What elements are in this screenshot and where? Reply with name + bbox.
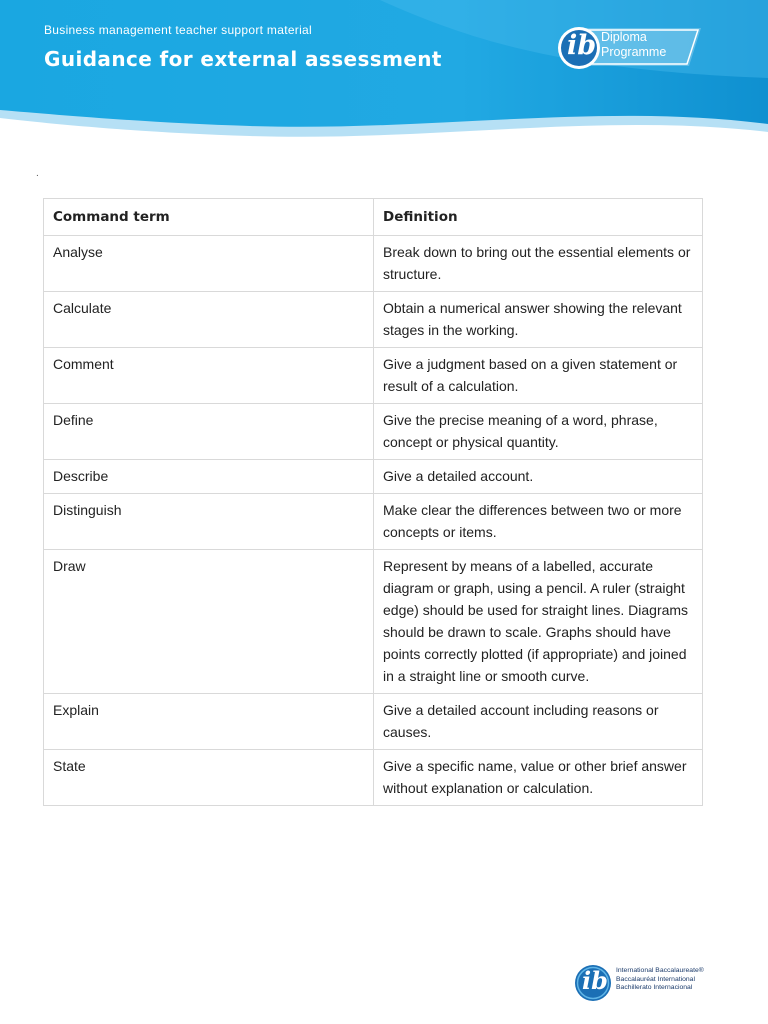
term-cell: Comment: [44, 348, 374, 404]
definition-cell: Make clear the differences between two or more concepts or items.: [374, 494, 703, 550]
logo-line-1: Diploma: [601, 30, 647, 44]
footer-logo-mark: ib: [582, 966, 608, 995]
term-cell: Describe: [44, 460, 374, 494]
table-row: [44, 404, 703, 460]
definition-cell: Give the precise meaning of a word, phrase, concept or physical quantity.: [374, 404, 703, 460]
table-row: [44, 236, 703, 292]
command-terms-table: [43, 198, 703, 806]
term-cell: Distinguish: [44, 494, 374, 550]
page-title: Guidance for external assessment: [44, 47, 442, 71]
table-row: [44, 460, 703, 494]
footer-org-names: [616, 967, 704, 993]
definition-cell: Represent by means of a labelled, accurate diagram or graph, using a pencil. A ruler (straight edge) should be used for straight lines. Diagrams should be drawn to scale. Graphs should have points correctly plotted (if appropriate) and joined in a straight line or smooth curve.: [374, 550, 703, 694]
ib-diploma-logo: [557, 26, 703, 70]
table-row: [44, 292, 703, 348]
ib-logo-mark: ib: [567, 30, 597, 61]
header-subtitle: Business management teacher support material: [44, 23, 313, 37]
term-cell: Define: [44, 404, 374, 460]
ib-footer-logo: [574, 964, 714, 1004]
term-cell: Draw: [44, 550, 374, 694]
footer-line-3: Bachillerato Internacional: [616, 984, 693, 992]
term-cell: Analyse: [44, 236, 374, 292]
page-header: [0, 0, 768, 150]
definition-cell: Give a detailed account including reasons or causes.: [374, 694, 703, 750]
table-row: [44, 550, 703, 694]
definition-cell: Give a specific name, value or other brief answer without explanation or calculation.: [374, 750, 703, 806]
stray-mark: .: [36, 168, 39, 179]
column-header-definition: Definition: [374, 199, 703, 236]
table-row: [44, 348, 703, 404]
column-header-term: Command term: [44, 199, 374, 236]
table-header-row: [44, 199, 703, 236]
definition-cell: Give a judgment based on a given statement or result of a calculation.: [374, 348, 703, 404]
definition-cell: Break down to bring out the essential elements or structure.: [374, 236, 703, 292]
table-row: [44, 750, 703, 806]
term-cell: State: [44, 750, 374, 806]
table-row: [44, 694, 703, 750]
logo-line-2: Programme: [601, 45, 667, 59]
term-cell: Explain: [44, 694, 374, 750]
footer-line-2: Baccalauréat International: [616, 975, 695, 983]
definition-cell: Give a detailed account.: [374, 460, 703, 494]
table-row: [44, 494, 703, 550]
definition-cell: Obtain a numerical answer showing the relevant stages in the working.: [374, 292, 703, 348]
logo-text: [601, 30, 666, 60]
term-cell: Calculate: [44, 292, 374, 348]
footer-line-1: International Baccalaureate®: [616, 967, 704, 974]
